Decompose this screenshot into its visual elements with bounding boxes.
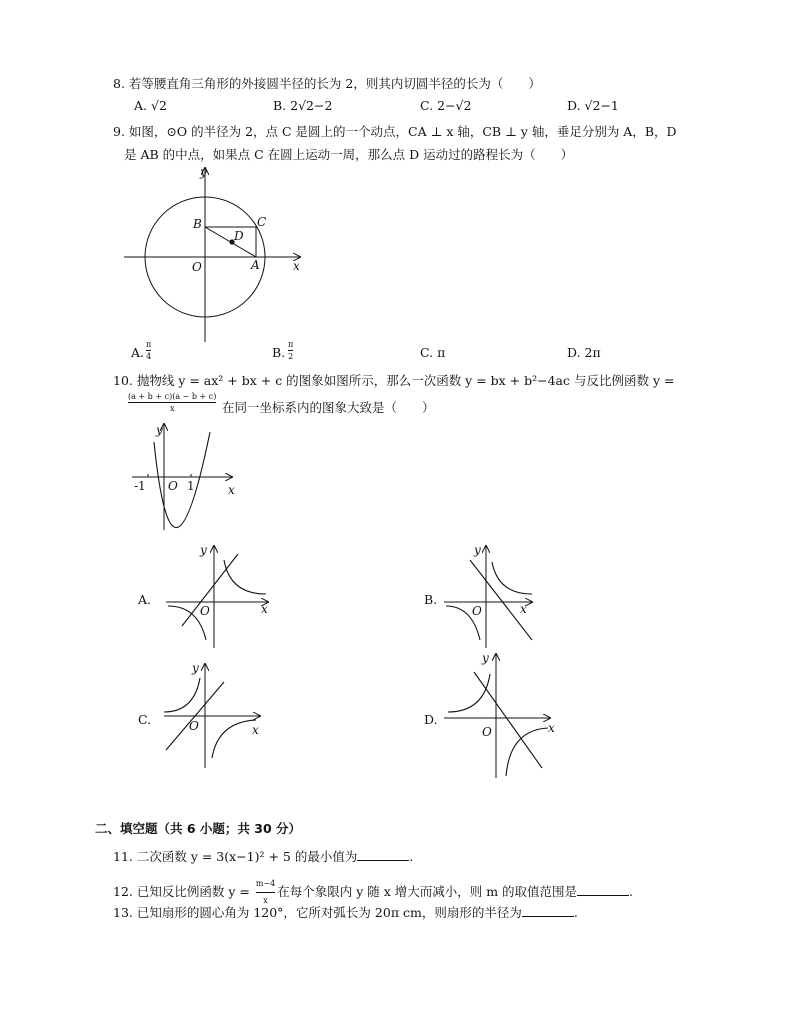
o-label: O — [200, 604, 210, 618]
q9-circle-figure — [120, 162, 310, 348]
q12-answer-blank[interactable] — [577, 883, 629, 896]
frac-num: π — [288, 340, 294, 349]
line-graph — [474, 672, 542, 768]
d-label: D — [234, 229, 244, 243]
frac-den: x — [169, 404, 175, 413]
q12-period: . — [629, 884, 634, 899]
q10-stem-line2: 在同一坐标系内的图象大致是（ ） — [222, 400, 435, 415]
q10-option-d-graph[interactable] — [440, 648, 562, 780]
y-label: y — [474, 543, 481, 557]
q11-answer-blank[interactable] — [357, 848, 409, 861]
q11-period: . — [409, 849, 414, 864]
q10-parabola-figure — [128, 420, 248, 532]
o-label: O — [482, 725, 492, 739]
x-label: x — [548, 721, 555, 735]
q8-option-c[interactable]: C. 2−√2 — [420, 98, 472, 113]
x-label: x — [228, 483, 235, 497]
frac-num: m−4 — [255, 879, 276, 888]
q11-text: 11. 二次函数 y = 3(x−1)² + 5 的最小值为 — [113, 849, 358, 864]
q8-option-d[interactable]: D. √2−1 — [567, 98, 619, 113]
frac-num: (a + b + c)(a − b + c) — [128, 392, 217, 401]
y-label: y — [192, 661, 199, 675]
q9-option-d[interactable] — [567, 345, 601, 360]
neg1-label: -1 — [134, 479, 146, 493]
q9-stem-line2: 是 AB 的中点，如果点 C 在圆上运动一周，那么点 D 运动过的路程长为（ ） — [124, 147, 574, 162]
parabola-curve — [154, 432, 210, 528]
q13-text: 13. 已知扇形的圆心角为 120°，它所对弧长为 20π cm，则扇形的半径为 — [113, 905, 522, 920]
hyperbola-branch-2 — [212, 720, 256, 758]
o-label: O — [472, 604, 482, 618]
y-label: y — [200, 165, 207, 179]
x-label: x — [520, 602, 527, 616]
q8-option-a[interactable]: A. √2 — [134, 98, 167, 113]
q9-option-a-letter[interactable]: A. — [131, 345, 145, 360]
q11 — [113, 848, 413, 865]
hyperbola-branch-1 — [492, 562, 532, 594]
q9-option-c[interactable] — [420, 345, 445, 360]
q10-option-c-letter[interactable]: C. — [138, 712, 152, 727]
option-value: π — [437, 345, 446, 360]
q13 — [113, 904, 578, 921]
hyperbola-branch-2 — [506, 728, 548, 776]
option-value: 2π — [584, 345, 601, 360]
q12-text-pre: 12. 已知反比例函数 y = — [113, 884, 250, 899]
o-label: O — [189, 719, 199, 733]
q10-option-c-graph[interactable] — [160, 658, 270, 770]
option-letter: C. — [420, 345, 434, 360]
q9-option-b-letter[interactable]: B. — [272, 345, 286, 360]
q9-stem-line1: 9. 如图，⊙O 的半径为 2，点 C 是圆上的一个动点，CA ⊥ x 轴，CB ⊥ y 轴，垂足分别为 A，B，D — [113, 124, 677, 139]
hyperbola-branch-1 — [448, 674, 490, 712]
y-label: y — [156, 423, 163, 437]
q10-option-b-graph[interactable] — [440, 540, 550, 650]
line-graph — [182, 554, 238, 626]
o-label: O — [168, 479, 178, 493]
section-2-title: 二、填空题（共 6 小题；共 30 分） — [95, 821, 302, 836]
b-label: B — [193, 217, 202, 231]
y-label: y — [200, 543, 207, 557]
o-label: O — [192, 260, 202, 274]
q10-stem-line1: 10. 抛物线 y = ax² + bx + c 的图象如图所示，那么一次函数 y = bx + b²−4ac 与反比例函数 y = — [113, 373, 675, 388]
frac-num: π — [146, 340, 152, 349]
q10-option-b-letter[interactable]: B. — [424, 592, 438, 607]
option-letter: D. — [567, 345, 581, 360]
y-label: y — [482, 651, 489, 665]
c-label: C — [257, 215, 267, 229]
q10-frac — [128, 392, 216, 413]
x-label: x — [293, 259, 300, 273]
x-label: x — [252, 723, 259, 737]
q10-option-a-graph[interactable] — [160, 540, 280, 650]
q8-stem: 8. 若等腰直角三角形的外接圆半径的长为 2，则其内切圆半径的长为（ ） — [113, 76, 541, 91]
x-label: x — [261, 602, 268, 616]
frac-den: x — [256, 892, 275, 909]
q9-option-b-frac — [288, 340, 293, 361]
q12-text-mid: 在每个象限内 y 随 x 增大而减小，则 m 的取值范围是 — [277, 884, 578, 899]
q10-option-a-letter[interactable]: A. — [138, 592, 152, 607]
q10-option-d-letter[interactable]: D. — [424, 712, 438, 727]
hyperbola-branch-1 — [224, 560, 266, 594]
a-label: A — [251, 258, 260, 272]
q13-answer-blank[interactable] — [522, 904, 574, 917]
line-graph — [470, 560, 532, 640]
q9-option-a-frac — [146, 340, 151, 361]
frac-den: 2 — [288, 352, 294, 361]
one-label: 1 — [187, 479, 195, 493]
q13-period: . — [573, 905, 578, 920]
frac-den: 4 — [146, 352, 152, 361]
hyperbola-branch-1 — [164, 678, 200, 712]
q8-option-b[interactable]: B. 2√2−2 — [273, 98, 333, 113]
